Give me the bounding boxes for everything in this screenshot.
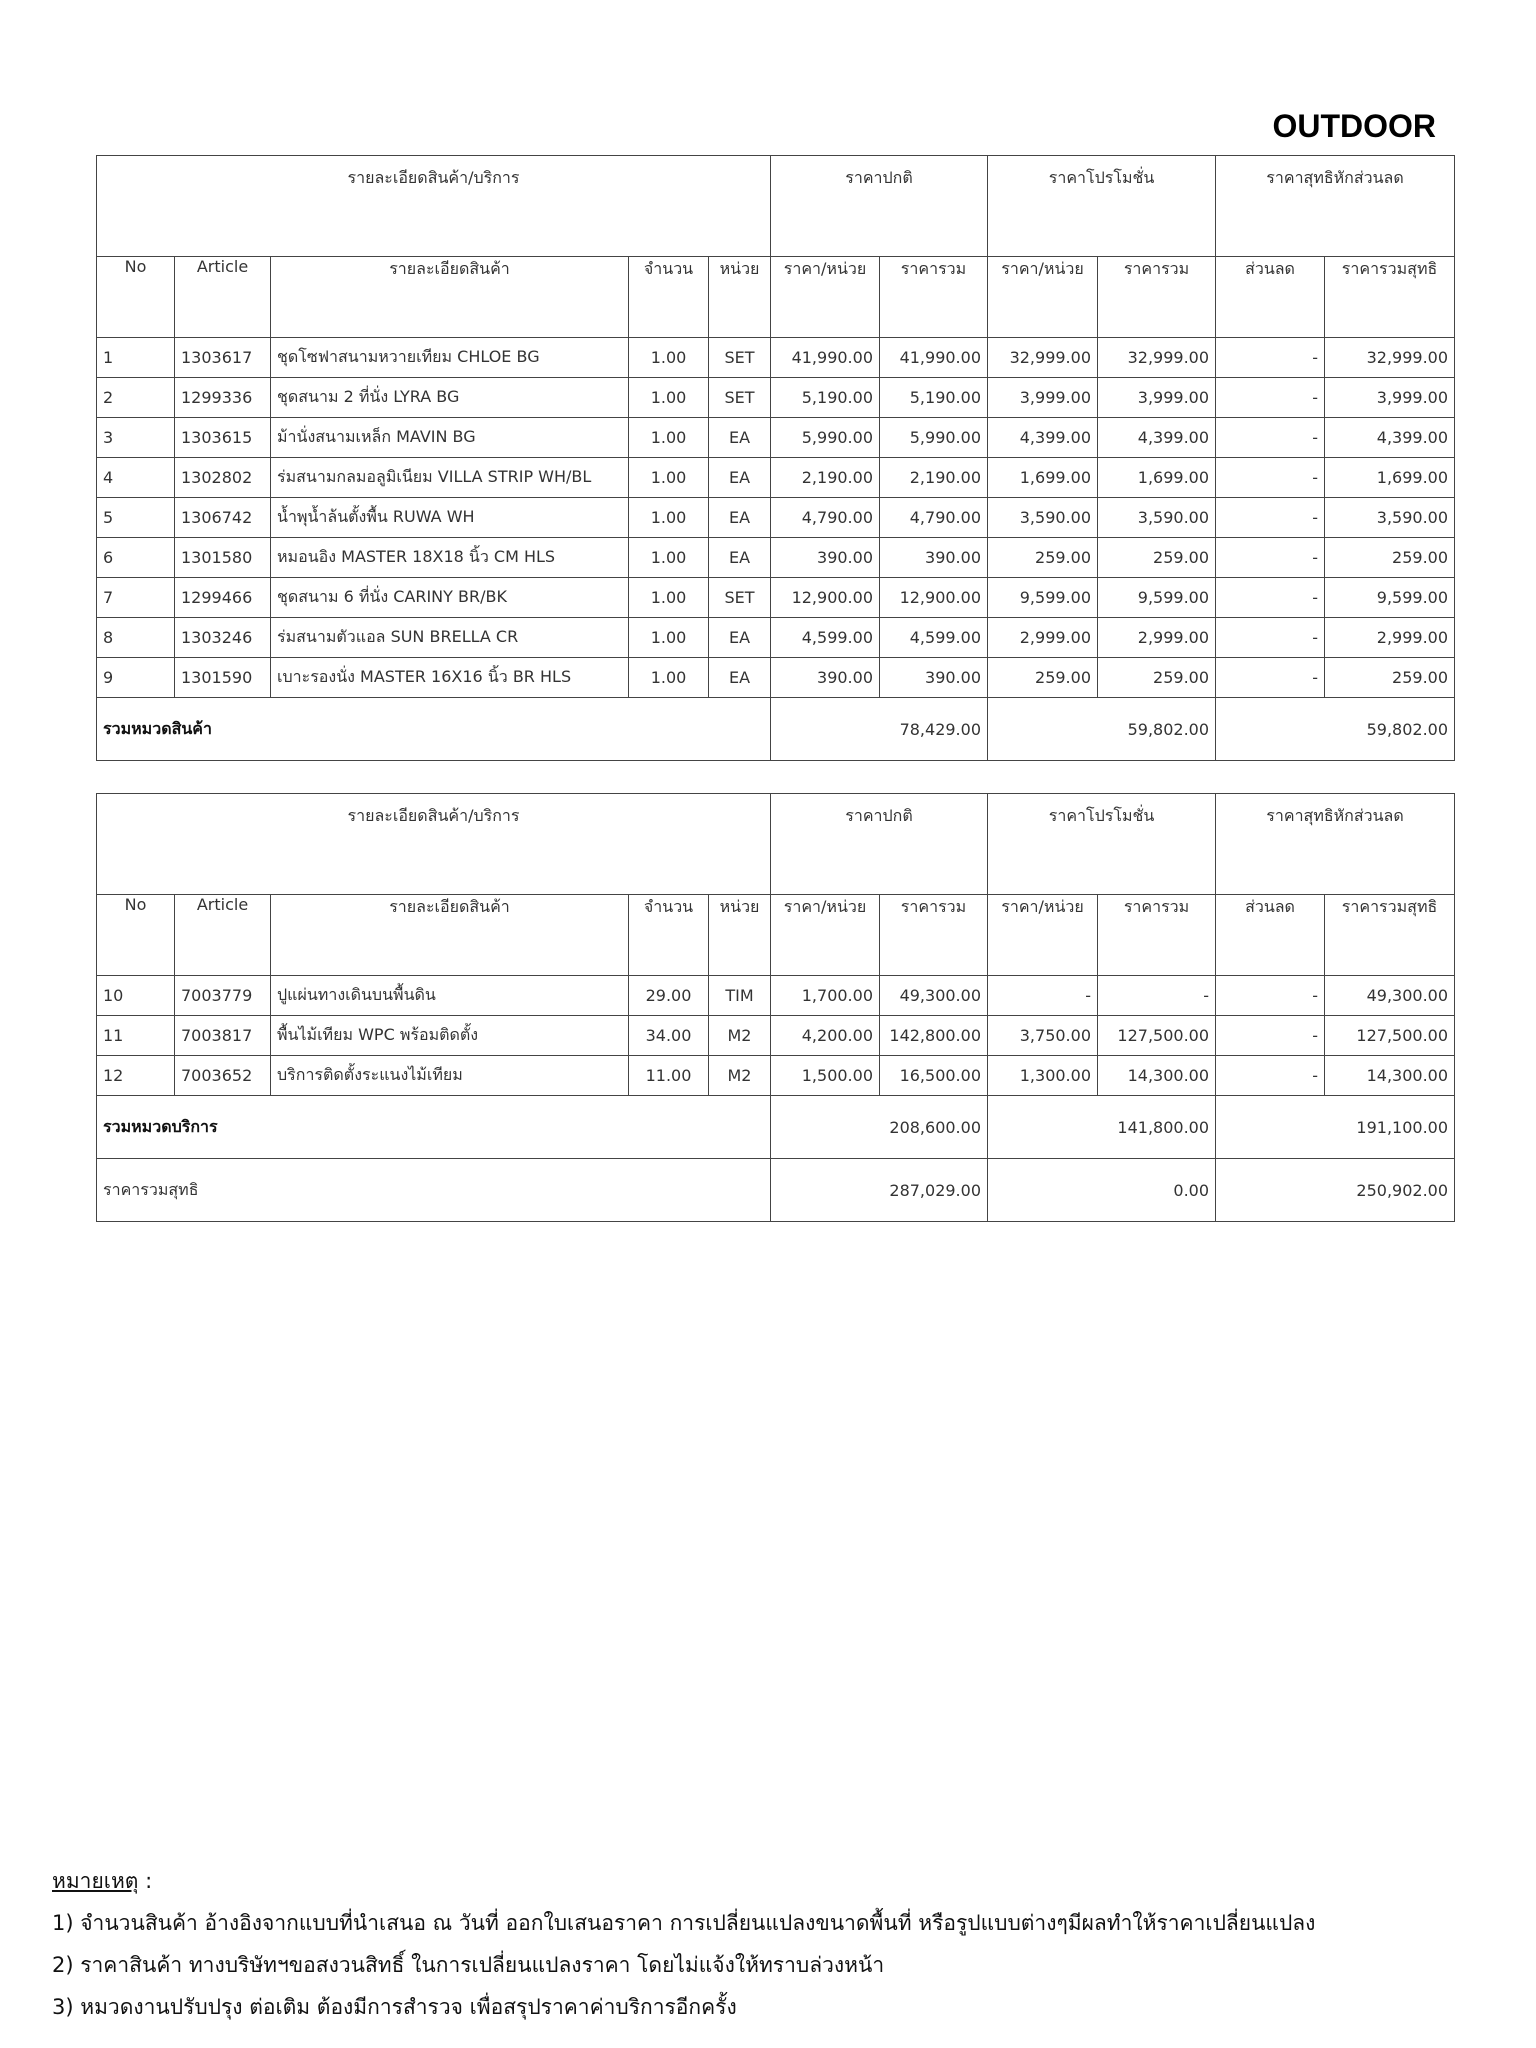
item-article: 1302802 xyxy=(175,458,271,498)
item-total: 41,990.00 xyxy=(880,338,988,378)
product-row xyxy=(97,618,1455,658)
item-no: 12 xyxy=(97,1056,175,1096)
item-unit: M2 xyxy=(709,1016,771,1056)
group-net-header: ราคาสุทธิหักส่วนลด xyxy=(1216,794,1455,895)
item-no: 5 xyxy=(97,498,175,538)
item-qty: 1.00 xyxy=(629,538,709,578)
item-unit: EA xyxy=(709,658,771,698)
col-total: ราคารวม xyxy=(880,895,988,976)
item-promo-total: 1,699.00 xyxy=(1098,458,1216,498)
item-total: 390.00 xyxy=(880,658,988,698)
item-discount: - xyxy=(1216,658,1325,698)
item-unit-price: 4,599.00 xyxy=(771,618,880,658)
item-total: 4,599.00 xyxy=(880,618,988,658)
item-article: 7003779 xyxy=(175,976,271,1016)
item-no: 1 xyxy=(97,338,175,378)
col-promo-total: ราคารวม xyxy=(1098,257,1216,338)
item-discount: - xyxy=(1216,538,1325,578)
item-total: 2,190.00 xyxy=(880,458,988,498)
products-total-promo: 59,802.00 xyxy=(988,698,1216,761)
group-desc-header: รายละเอียดสินค้า/บริการ xyxy=(97,794,771,895)
products-total-label: รวมหมวดสินค้า xyxy=(97,698,771,761)
service-row xyxy=(97,1056,1455,1096)
item-total: 4,790.00 xyxy=(880,498,988,538)
item-total: 5,990.00 xyxy=(880,418,988,458)
group-header-row xyxy=(97,794,1455,895)
group-normal-header: ราคาปกติ xyxy=(771,794,988,895)
item-promo-unit-price: 3,750.00 xyxy=(988,1016,1098,1056)
item-desc: ชุดสนาม 6 ที่นั่ง CARINY BR/BK xyxy=(271,578,629,618)
item-promo-unit-price: 32,999.00 xyxy=(988,338,1098,378)
group-desc-header: รายละเอียดสินค้า/บริการ xyxy=(97,156,771,257)
item-promo-total: 2,999.00 xyxy=(1098,618,1216,658)
item-no: 2 xyxy=(97,378,175,418)
products-body xyxy=(97,338,1455,698)
col-no: No xyxy=(97,895,175,976)
item-net-total: 49,300.00 xyxy=(1325,976,1455,1016)
item-desc: ร่มสนามตัวแอล SUN BRELLA CR xyxy=(271,618,629,658)
item-discount: - xyxy=(1216,458,1325,498)
item-no: 7 xyxy=(97,578,175,618)
col-desc: รายละเอียดสินค้า xyxy=(271,895,629,976)
item-net-total: 2,999.00 xyxy=(1325,618,1455,658)
item-promo-unit-price: 2,999.00 xyxy=(988,618,1098,658)
item-net-total: 14,300.00 xyxy=(1325,1056,1455,1096)
col-unit: หน่วย xyxy=(709,895,771,976)
grand-total-normal: 287,029.00 xyxy=(771,1159,988,1222)
item-article: 1299336 xyxy=(175,378,271,418)
item-unit-price: 390.00 xyxy=(771,538,880,578)
item-total: 49,300.00 xyxy=(880,976,988,1016)
item-unit: EA xyxy=(709,458,771,498)
notes-section xyxy=(52,1860,1315,2028)
item-promo-total: 3,590.00 xyxy=(1098,498,1216,538)
products-table xyxy=(96,155,1455,761)
item-unit-price: 1,700.00 xyxy=(771,976,880,1016)
col-promo-total: ราคารวม xyxy=(1098,895,1216,976)
item-discount: - xyxy=(1216,1016,1325,1056)
item-unit: SET xyxy=(709,578,771,618)
item-no: 6 xyxy=(97,538,175,578)
item-discount: - xyxy=(1216,338,1325,378)
item-promo-total: 3,999.00 xyxy=(1098,378,1216,418)
products-total-net: 59,802.00 xyxy=(1216,698,1455,761)
group-header-row xyxy=(97,156,1455,257)
products-total-row xyxy=(97,698,1455,761)
item-unit: EA xyxy=(709,418,771,458)
item-unit-price: 2,190.00 xyxy=(771,458,880,498)
item-unit: M2 xyxy=(709,1056,771,1096)
group-promo-header: ราคาโปรโมชั่น xyxy=(988,156,1216,257)
item-net-total: 259.00 xyxy=(1325,538,1455,578)
services-body xyxy=(97,976,1455,1096)
item-net-total: 259.00 xyxy=(1325,658,1455,698)
column-header-row xyxy=(97,895,1455,976)
notes-heading-colon: : xyxy=(138,1869,153,1893)
item-unit: EA xyxy=(709,498,771,538)
item-qty: 1.00 xyxy=(629,378,709,418)
item-net-total: 9,599.00 xyxy=(1325,578,1455,618)
item-desc: หมอนอิง MASTER 18X18 นิ้ว CM HLS xyxy=(271,538,629,578)
item-desc: บริการติดตั้งระแนงไม้เทียม xyxy=(271,1056,629,1096)
group-net-header: ราคาสุทธิหักส่วนลด xyxy=(1216,156,1455,257)
item-promo-unit-price: 3,590.00 xyxy=(988,498,1098,538)
item-qty: 1.00 xyxy=(629,418,709,458)
item-total: 5,190.00 xyxy=(880,378,988,418)
product-row xyxy=(97,458,1455,498)
item-promo-total: 32,999.00 xyxy=(1098,338,1216,378)
item-total: 390.00 xyxy=(880,538,988,578)
col-total: ราคารวม xyxy=(880,257,988,338)
note-line: 3) หมวดงานปรับปรุง ต่อเติม ต้องมีการสำรวจ เพื่อสรุปราคาค่าบริการอีกครั้ง xyxy=(52,1995,737,2019)
item-promo-total: 9,599.00 xyxy=(1098,578,1216,618)
item-net-total: 32,999.00 xyxy=(1325,338,1455,378)
page-title: OUTDOOR xyxy=(1272,108,1436,144)
col-promo-unit-price: ราคา/หน่วย xyxy=(988,895,1098,976)
col-unit-price: ราคา/หน่วย xyxy=(771,257,880,338)
col-discount: ส่วนลด xyxy=(1216,895,1325,976)
services-total-label: รวมหมวดบริการ xyxy=(97,1096,771,1159)
item-article: 1303617 xyxy=(175,338,271,378)
item-promo-total: 4,399.00 xyxy=(1098,418,1216,458)
service-row xyxy=(97,976,1455,1016)
item-article: 1301590 xyxy=(175,658,271,698)
item-unit-price: 390.00 xyxy=(771,658,880,698)
product-row xyxy=(97,578,1455,618)
item-promo-unit-price: 1,300.00 xyxy=(988,1056,1098,1096)
item-unit: SET xyxy=(709,378,771,418)
item-discount: - xyxy=(1216,418,1325,458)
products-total-normal: 78,429.00 xyxy=(771,698,988,761)
services-table xyxy=(96,793,1455,1222)
item-no: 3 xyxy=(97,418,175,458)
item-qty: 34.00 xyxy=(629,1016,709,1056)
services-total-promo: 141,800.00 xyxy=(988,1096,1216,1159)
col-discount: ส่วนลด xyxy=(1216,257,1325,338)
column-header-row xyxy=(97,257,1455,338)
item-article: 1303246 xyxy=(175,618,271,658)
item-article: 1301580 xyxy=(175,538,271,578)
grand-total-net: 250,902.00 xyxy=(1216,1159,1455,1222)
product-row xyxy=(97,338,1455,378)
item-promo-total: - xyxy=(1098,976,1216,1016)
item-no: 11 xyxy=(97,1016,175,1056)
col-qty: จำนวน xyxy=(629,257,709,338)
item-unit: TIM xyxy=(709,976,771,1016)
item-qty: 1.00 xyxy=(629,658,709,698)
col-desc: รายละเอียดสินค้า xyxy=(271,257,629,338)
item-qty: 1.00 xyxy=(629,578,709,618)
item-article: 7003652 xyxy=(175,1056,271,1096)
services-total-normal: 208,600.00 xyxy=(771,1096,988,1159)
item-unit-price: 4,790.00 xyxy=(771,498,880,538)
item-promo-unit-price: - xyxy=(988,976,1098,1016)
item-promo-unit-price: 9,599.00 xyxy=(988,578,1098,618)
item-desc: พื้นไม้เทียม WPC พร้อมติดตั้ง xyxy=(271,1016,629,1056)
item-total: 142,800.00 xyxy=(880,1016,988,1056)
item-promo-total: 259.00 xyxy=(1098,658,1216,698)
item-no: 8 xyxy=(97,618,175,658)
item-no: 9 xyxy=(97,658,175,698)
col-no: No xyxy=(97,257,175,338)
col-net-total: ราคารวมสุทธิ xyxy=(1325,895,1455,976)
product-row xyxy=(97,498,1455,538)
item-discount: - xyxy=(1216,378,1325,418)
col-net-total: ราคารวมสุทธิ xyxy=(1325,257,1455,338)
item-unit: SET xyxy=(709,338,771,378)
notes-heading-line xyxy=(52,1860,1315,1902)
col-article: Article xyxy=(175,257,271,338)
item-net-total: 1,699.00 xyxy=(1325,458,1455,498)
item-unit: EA xyxy=(709,618,771,658)
item-net-total: 127,500.00 xyxy=(1325,1016,1455,1056)
item-no: 4 xyxy=(97,458,175,498)
item-promo-unit-price: 3,999.00 xyxy=(988,378,1098,418)
item-article: 7003817 xyxy=(175,1016,271,1056)
item-unit-price: 12,900.00 xyxy=(771,578,880,618)
item-unit-price: 1,500.00 xyxy=(771,1056,880,1096)
item-desc: ม้านั่งสนามเหล็ก MAVIN BG xyxy=(271,418,629,458)
notes-heading: หมายเหตุ xyxy=(52,1869,139,1893)
item-total: 12,900.00 xyxy=(880,578,988,618)
item-promo-total: 259.00 xyxy=(1098,538,1216,578)
item-discount: - xyxy=(1216,618,1325,658)
grand-total-label: ราคารวมสุทธิ xyxy=(97,1159,771,1222)
item-promo-unit-price: 4,399.00 xyxy=(988,418,1098,458)
grand-total-row xyxy=(97,1159,1455,1222)
col-unit-price: ราคา/หน่วย xyxy=(771,895,880,976)
col-unit: หน่วย xyxy=(709,257,771,338)
item-promo-total: 14,300.00 xyxy=(1098,1056,1216,1096)
item-desc: ปูแผ่นทางเดินบนพื้นดิน xyxy=(271,976,629,1016)
item-discount: - xyxy=(1216,578,1325,618)
product-row xyxy=(97,658,1455,698)
item-article: 1299466 xyxy=(175,578,271,618)
item-unit-price: 41,990.00 xyxy=(771,338,880,378)
item-net-total: 3,999.00 xyxy=(1325,378,1455,418)
item-discount: - xyxy=(1216,498,1325,538)
grand-total-promo: 0.00 xyxy=(988,1159,1216,1222)
item-qty: 1.00 xyxy=(629,618,709,658)
item-desc: เบาะรองนั่ง MASTER 16X16 นิ้ว BR HLS xyxy=(271,658,629,698)
col-qty: จำนวน xyxy=(629,895,709,976)
item-qty: 1.00 xyxy=(629,338,709,378)
item-article: 1303615 xyxy=(175,418,271,458)
col-article: Article xyxy=(175,895,271,976)
group-promo-header: ราคาโปรโมชั่น xyxy=(988,794,1216,895)
item-promo-unit-price: 259.00 xyxy=(988,658,1098,698)
item-unit-price: 5,990.00 xyxy=(771,418,880,458)
item-unit: EA xyxy=(709,538,771,578)
item-net-total: 3,590.00 xyxy=(1325,498,1455,538)
item-promo-total: 127,500.00 xyxy=(1098,1016,1216,1056)
item-desc: ร่มสนามกลมอลูมิเนียม VILLA STRIP WH/BL xyxy=(271,458,629,498)
service-row xyxy=(97,1016,1455,1056)
item-total: 16,500.00 xyxy=(880,1056,988,1096)
note-line: 2) ราคาสินค้า ทางบริษัทฯขอสงวนสิทธิ์ ในการเปลี่ยนแปลงราคา โดยไม่แจ้งให้ทราบล่วงหน้า xyxy=(52,1953,885,1977)
item-desc: ชุดโซฟาสนามหวายเทียม CHLOE BG xyxy=(271,338,629,378)
item-desc: น้ำพุน้ำล้นตั้งพื้น RUWA WH xyxy=(271,498,629,538)
item-discount: - xyxy=(1216,976,1325,1016)
col-promo-unit-price: ราคา/หน่วย xyxy=(988,257,1098,338)
item-unit-price: 4,200.00 xyxy=(771,1016,880,1056)
services-total-net: 191,100.00 xyxy=(1216,1096,1455,1159)
item-qty: 11.00 xyxy=(629,1056,709,1096)
product-row xyxy=(97,378,1455,418)
item-qty: 29.00 xyxy=(629,976,709,1016)
item-qty: 1.00 xyxy=(629,498,709,538)
item-net-total: 4,399.00 xyxy=(1325,418,1455,458)
group-normal-header: ราคาปกติ xyxy=(771,156,988,257)
item-desc: ชุดสนาม 2 ที่นั่ง LYRA BG xyxy=(271,378,629,418)
item-qty: 1.00 xyxy=(629,458,709,498)
services-total-row xyxy=(97,1096,1455,1159)
item-article: 1306742 xyxy=(175,498,271,538)
item-unit-price: 5,190.00 xyxy=(771,378,880,418)
product-row xyxy=(97,418,1455,458)
note-line: 1) จำนวนสินค้า อ้างอิงจากแบบที่นำเสนอ ณ วันที่ ออกใบเสนอราคา การเปลี่ยนแปลงขนาดพื้นที่ หรือรูปแบบต่างๆมีผลทำให้ราคาเปลี่ยนแปลง xyxy=(52,1911,1316,1935)
item-no: 10 xyxy=(97,976,175,1016)
item-discount: - xyxy=(1216,1056,1325,1096)
item-promo-unit-price: 1,699.00 xyxy=(988,458,1098,498)
item-promo-unit-price: 259.00 xyxy=(988,538,1098,578)
product-row xyxy=(97,538,1455,578)
